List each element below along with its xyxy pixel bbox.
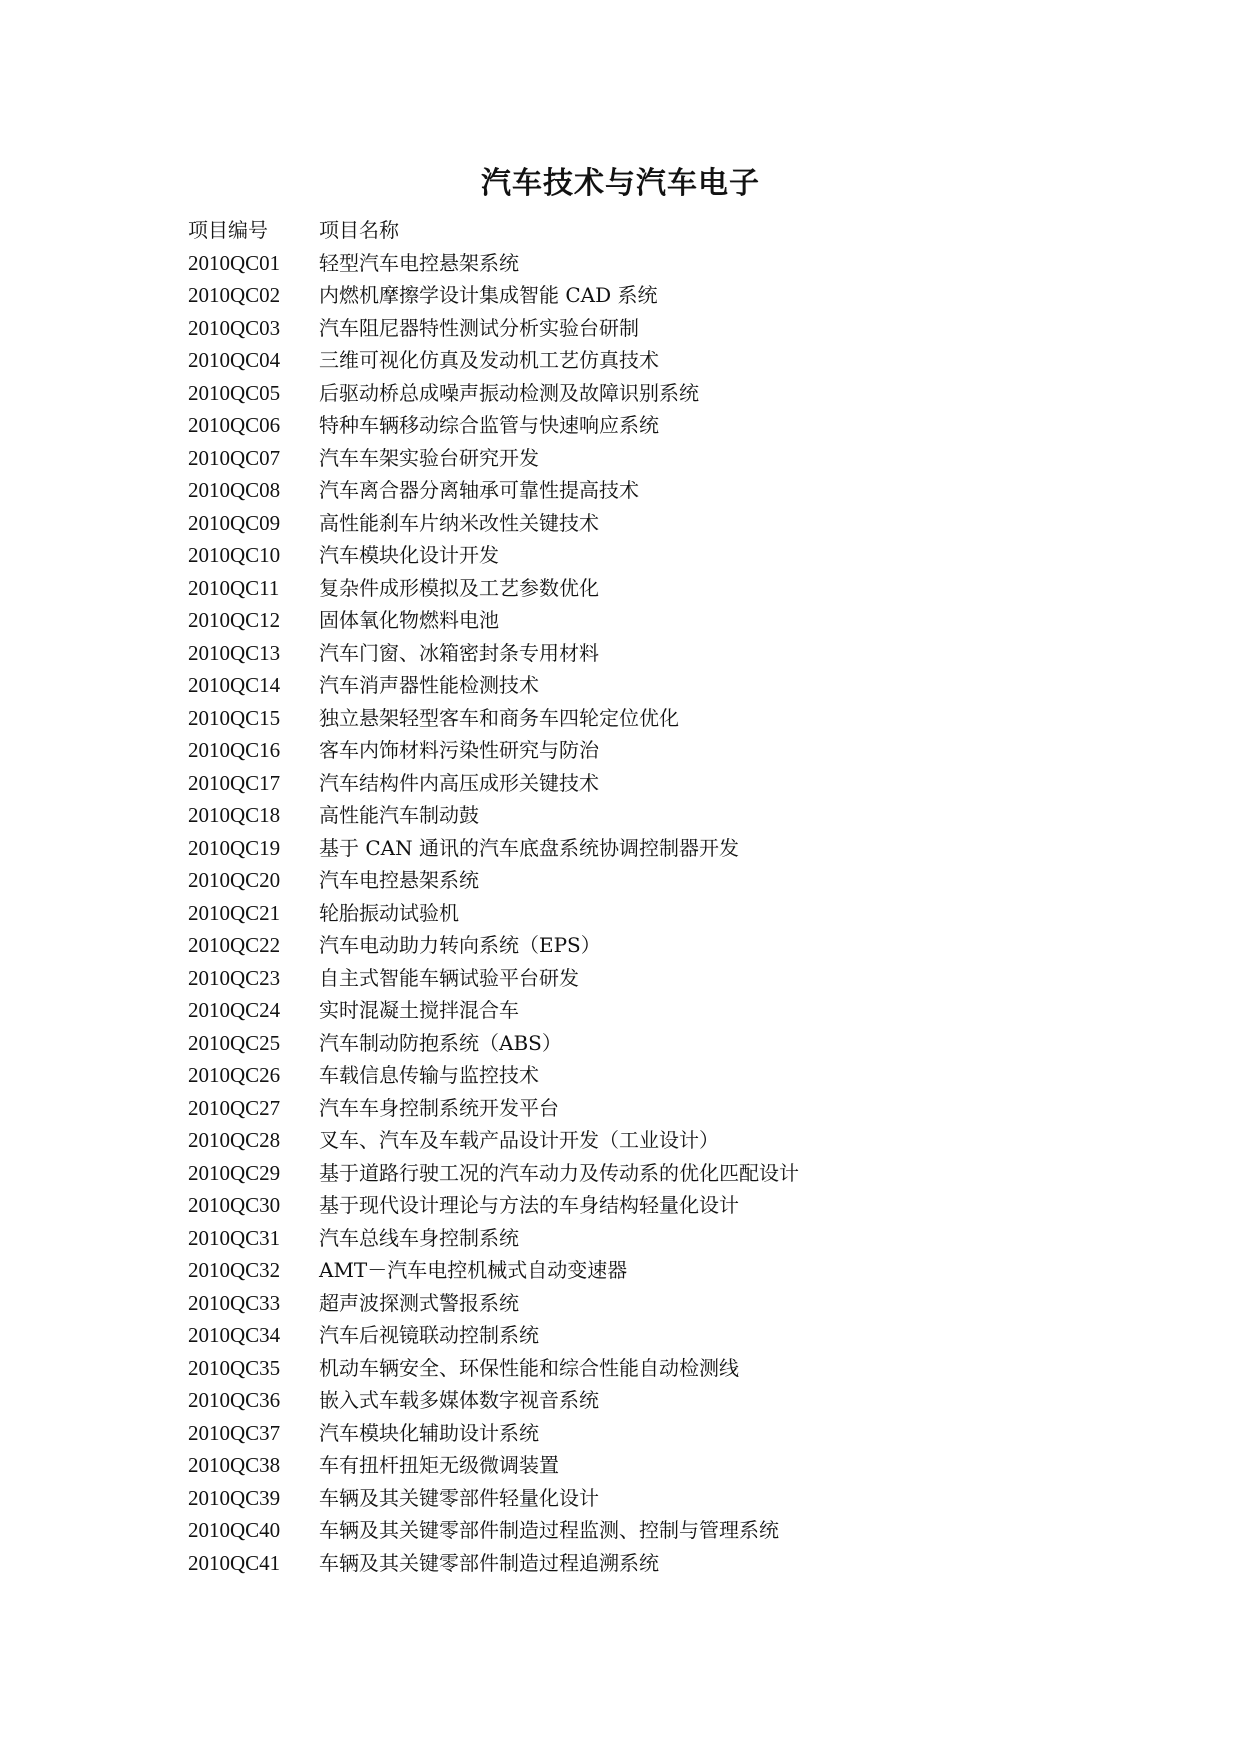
table-row	[188, 929, 799, 962]
table-row	[188, 1352, 799, 1385]
project-code: 2010QC08	[188, 478, 281, 502]
project-name: 车辆及其关键零部件轻量化设计	[319, 1485, 599, 1510]
project-code: 2010QC35	[188, 1355, 281, 1380]
project-name: 客车内饰材料污染性研究与防治	[319, 738, 599, 762]
page-title: 汽车技术与汽车电子	[481, 166, 760, 201]
project-name: 基于 CAN 通讯的汽车底盘系统协调控制器开发	[319, 835, 739, 860]
table-row	[188, 604, 799, 637]
project-code: 2010QC41	[188, 1550, 281, 1575]
project-name: 自主式智能车辆试验平台研发	[319, 965, 579, 990]
project-code: 2010QC27	[188, 1095, 281, 1120]
project-table	[188, 214, 799, 1579]
project-code: 2010QC16	[188, 738, 281, 762]
table-row	[188, 1222, 799, 1255]
table-row	[188, 734, 799, 767]
project-name: 内燃机摩擦学设计集成智能 CAD 系统	[319, 283, 658, 307]
project-name: 机动车辆安全、环保性能和综合性能自动检测线	[319, 1355, 739, 1380]
project-name: 后驱动桥总成噪声振动检测及故障识别系统	[319, 380, 699, 405]
project-code: 2010QC14	[188, 673, 281, 697]
table-row	[188, 1547, 799, 1580]
project-name: 汽车阻尼器特性测试分析实验台研制	[319, 315, 639, 340]
table-row	[188, 474, 799, 507]
project-code: 2010QC02	[188, 283, 281, 307]
project-code: 2010QC30	[188, 1193, 281, 1217]
project-code: 2010QC40	[188, 1518, 281, 1542]
table-row	[188, 1254, 799, 1287]
table-row	[188, 962, 799, 995]
table-row	[188, 994, 799, 1027]
table-row	[188, 1157, 799, 1190]
table-row	[188, 702, 799, 735]
table-row	[188, 669, 799, 702]
project-name: 汽车消声器性能检测技术	[319, 673, 539, 697]
project-name: AMT－汽车电控机械式自动变速器	[319, 1258, 628, 1282]
project-code: 2010QC15	[188, 705, 281, 730]
table-row	[188, 1514, 799, 1547]
project-code: 2010QC19	[188, 835, 281, 860]
project-code: 2010QC10	[188, 543, 281, 567]
project-name: 车有扭杆扭矩无级微调装置	[319, 1453, 559, 1477]
project-name: 汽车电控悬架系统	[319, 868, 479, 892]
table-header	[188, 214, 799, 247]
project-name: 三维可视化仿真及发动机工艺仿真技术	[319, 348, 659, 372]
table-row	[188, 377, 799, 410]
project-code: 2010QC37	[188, 1420, 281, 1445]
project-name: 特种车辆移动综合监管与快速响应系统	[319, 413, 659, 437]
table-row	[188, 279, 799, 312]
project-code: 2010QC04	[188, 348, 281, 372]
project-code: 2010QC18	[188, 803, 281, 827]
table-row	[188, 1189, 799, 1222]
table-row	[188, 442, 799, 475]
table-row	[188, 409, 799, 442]
project-name: 汽车模块化设计开发	[319, 543, 499, 567]
project-code: 2010QC38	[188, 1453, 281, 1477]
table-row	[188, 1319, 799, 1352]
project-name: 汽车电动助力转向系统（EPS）	[319, 933, 601, 957]
project-name: 汽车模块化辅助设计系统	[319, 1420, 539, 1445]
project-code: 2010QC25	[188, 1030, 281, 1055]
project-name: 汽车车架实验台研究开发	[319, 445, 539, 470]
table-row	[188, 1287, 799, 1320]
table-row	[188, 507, 799, 540]
table-row	[188, 897, 799, 930]
table-row	[188, 1482, 799, 1515]
project-code: 2010QC33	[188, 1290, 281, 1315]
project-name: 轮胎振动试验机	[319, 900, 459, 925]
table-row	[188, 312, 799, 345]
project-code: 2010QC05	[188, 380, 281, 405]
project-code: 2010QC39	[188, 1485, 281, 1510]
project-name: 汽车门窗、冰箱密封条专用材料	[319, 640, 599, 665]
project-code: 2010QC31	[188, 1225, 281, 1250]
header-code: 项目编号	[188, 218, 268, 242]
project-name: 叉车、汽车及车载产品设计开发（工业设计）	[319, 1128, 719, 1152]
project-code: 2010QC11	[188, 575, 280, 600]
table-row	[188, 247, 799, 280]
project-code: 2010QC22	[188, 933, 281, 957]
project-name: 高性能刹车片纳米改性关键技术	[319, 510, 599, 535]
project-code: 2010QC21	[188, 900, 281, 925]
project-code: 2010QC09	[188, 510, 281, 535]
project-name: 车载信息传输与监控技术	[319, 1063, 539, 1087]
project-name: 汽车后视镜联动控制系统	[319, 1323, 539, 1347]
project-code: 2010QC12	[188, 608, 281, 632]
project-name: 车辆及其关键零部件制造过程追溯系统	[319, 1550, 659, 1575]
project-code: 2010QC13	[188, 640, 281, 665]
project-code: 2010QC23	[188, 965, 281, 990]
project-name: 固体氧化物燃料电池	[319, 608, 499, 632]
project-code: 2010QC36	[188, 1388, 281, 1412]
project-name: 基于现代设计理论与方法的车身结构轻量化设计	[319, 1193, 739, 1217]
table-row	[188, 1027, 799, 1060]
table-row	[188, 1124, 799, 1157]
project-code: 2010QC03	[188, 315, 281, 340]
table-row	[188, 539, 799, 572]
project-name: 轻型汽车电控悬架系统	[319, 250, 519, 275]
project-code: 2010QC34	[188, 1323, 281, 1347]
project-code: 2010QC20	[188, 868, 281, 892]
project-name: 实时混凝土搅拌混合车	[319, 998, 519, 1022]
table-row	[188, 832, 799, 865]
project-code: 2010QC29	[188, 1160, 281, 1185]
project-name: 高性能汽车制动鼓	[319, 803, 479, 827]
table-row	[188, 1417, 799, 1450]
header-name: 项目名称	[319, 218, 399, 242]
project-name: 汽车离合器分离轴承可靠性提高技术	[319, 478, 639, 502]
table-row	[188, 1092, 799, 1125]
project-name: 独立悬架轻型客车和商务车四轮定位优化	[319, 705, 679, 730]
project-code: 2010QC06	[188, 413, 281, 437]
project-name: 基于道路行驶工况的汽车动力及传动系的优化匹配设计	[319, 1160, 799, 1185]
project-code: 2010QC01	[188, 250, 281, 275]
table-row	[188, 1384, 799, 1417]
project-name: 车辆及其关键零部件制造过程监测、控制与管理系统	[319, 1518, 779, 1542]
project-code: 2010QC32	[188, 1258, 281, 1282]
project-name: 嵌入式车载多媒体数字视音系统	[319, 1388, 599, 1412]
project-name: 复杂件成形模拟及工艺参数优化	[319, 575, 599, 600]
project-code: 2010QC26	[188, 1063, 281, 1087]
project-name: 汽车车身控制系统开发平台	[319, 1095, 559, 1120]
table-row	[188, 572, 799, 605]
project-name: 超声波探测式警报系统	[319, 1290, 519, 1315]
table-row	[188, 1449, 799, 1482]
table-row	[188, 767, 799, 800]
project-code: 2010QC07	[188, 445, 281, 470]
table-row	[188, 864, 799, 897]
project-name: 汽车结构件内高压成形关键技术	[319, 770, 599, 795]
project-name: 汽车制动防抱系统（ABS）	[319, 1030, 562, 1055]
project-code: 2010QC28	[188, 1128, 281, 1152]
table-row	[188, 799, 799, 832]
project-code: 2010QC17	[188, 770, 281, 795]
project-name: 汽车总线车身控制系统	[319, 1225, 519, 1250]
table-row	[188, 637, 799, 670]
project-code: 2010QC24	[188, 998, 281, 1022]
table-row	[188, 1059, 799, 1092]
table-row	[188, 344, 799, 377]
table-body	[188, 247, 799, 1580]
